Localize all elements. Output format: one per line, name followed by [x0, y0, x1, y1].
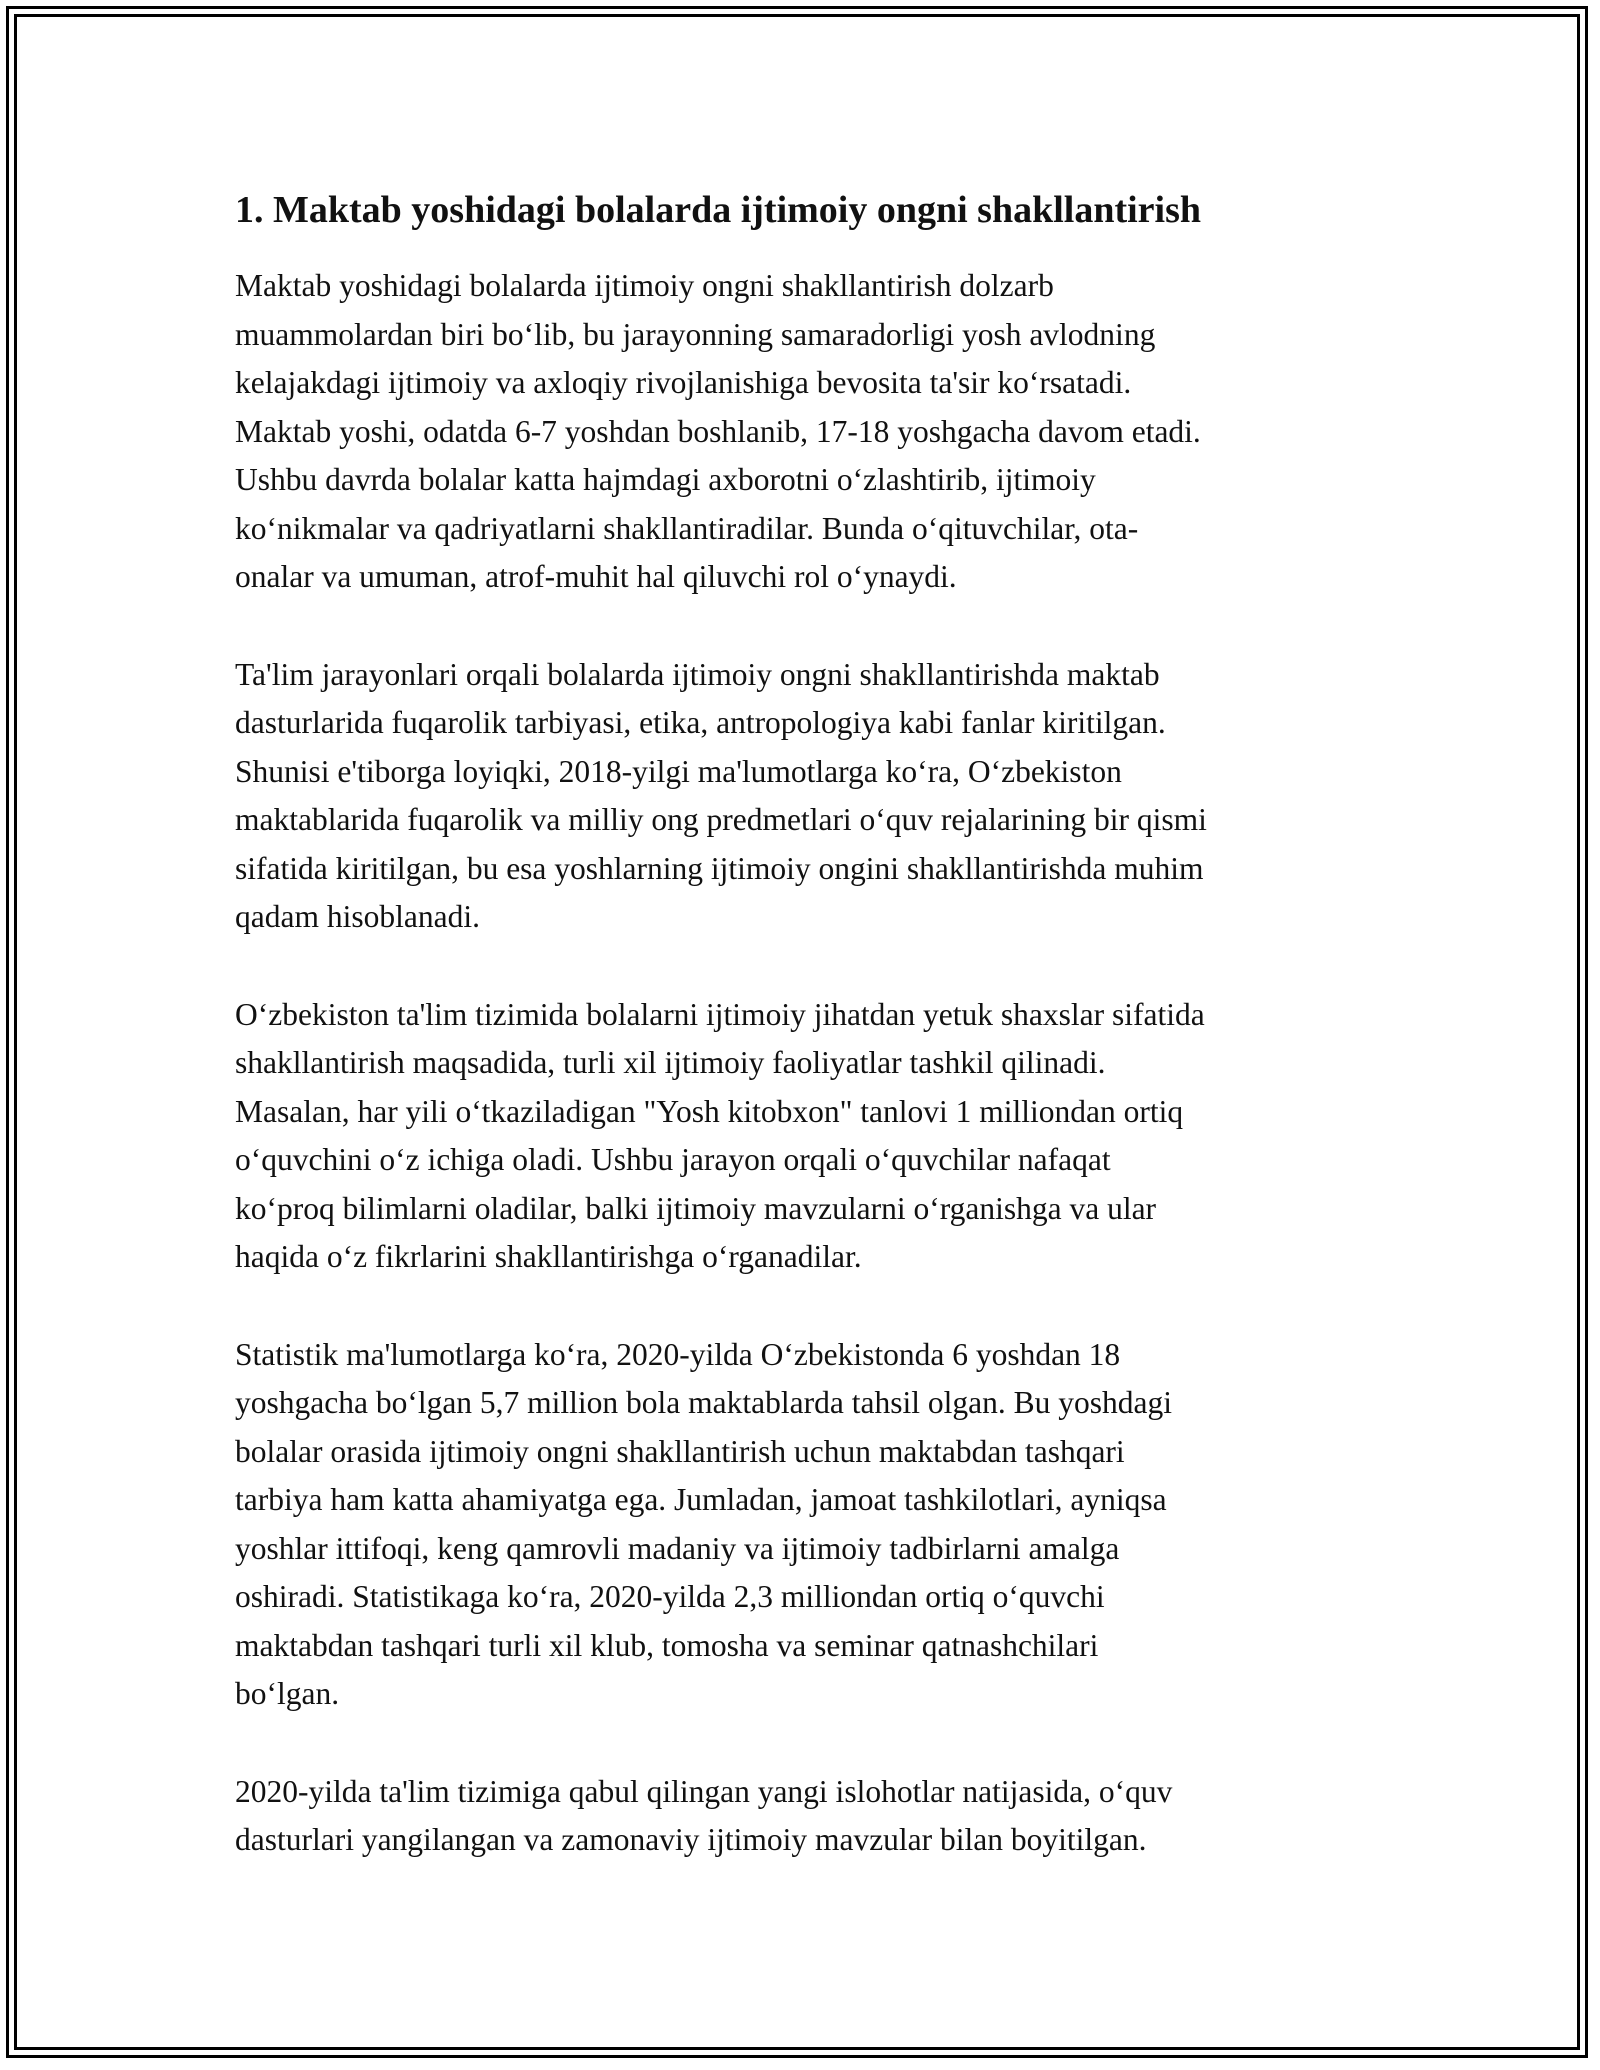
paragraph-line: Ushbu davrda bolalar katta hajmdagi axborotni o‘zlashtirib, ijtimoiy [235, 462, 1096, 497]
paragraph-line: ko‘proq bilimlarni oladilar, balki ijtimoiy mavzularni o‘rganishga va ular [235, 1190, 1157, 1226]
paragraph-line: yoshlar ittifoqi, keng qamrovli madaniy va ijtimoiy tadbirlarni amalga [235, 1530, 1120, 1566]
paragraph-line: shakllantirish maqsadida, turli xil ijtimoiy faoliyatlar tashkil qilinadi. [235, 1045, 1106, 1080]
paragraph-line: yoshgacha bo‘lgan 5,7 million bola maktablarda tahsil olgan. Bu yoshdagi [235, 1385, 1172, 1420]
document-body [235, 186, 1375, 1914]
paragraph-line: Maktab yoshi, odatda 6-7 yoshdan boshlanib, 17-18 yoshgacha davom etadi. [235, 413, 1201, 449]
paragraph-line: muammolardan biri bo‘lib, bu jarayonning samaradorligi yosh avlodning [235, 316, 1156, 352]
paragraph-line: bo‘lgan. [235, 1676, 340, 1711]
paragraph-4 [235, 1331, 1375, 1719]
paragraph-line: bolalar orasida ijtimoiy ongni shakllantirish uchun maktabdan tashqari [235, 1433, 1125, 1469]
paragraph-5 [235, 1768, 1375, 1865]
paragraph-1 [235, 262, 1375, 602]
paragraph-line: qadam hisoblanadi. [235, 899, 480, 934]
paragraph-line: oshiradi. Statistikaga ko‘ra, 2020-yilda 2,3 milliondan ortiq o‘quvchi [235, 1579, 1105, 1614]
paragraph-line: sifatida kiritilgan, bu esa yoshlarning ijtimoiy ongini shakllantirishda muhim [235, 850, 1204, 886]
paragraph-line: Masalan, har yili o‘tkaziladigan "Yosh kitobxon" tanlovi 1 milliondan ortiq [235, 1093, 1184, 1129]
paragraph-line: o‘quvchini o‘z ichiga oladi. Ushbu jarayon orqali o‘quvchilar nafaqat [235, 1142, 1111, 1177]
paragraph-line: Statistik ma'lumotlarga ko‘ra, 2020-yilda O‘zbekistonda 6 yoshdan 18 [235, 1336, 1121, 1372]
paragraph-line: onalar va umuman, atrof-muhit hal qiluvchi rol o‘ynaydi. [235, 559, 957, 594]
paragraph-line: Shunisi e'tiborga loyiqki, 2018-yilgi ma'lumotlarga ko‘ra, O‘zbekiston [235, 753, 1122, 789]
paragraph-3 [235, 991, 1375, 1282]
paragraph-line: maktabdan tashqari turli xil klub, tomosha va seminar qatnashchilari [235, 1627, 1099, 1663]
paragraph-line: Ta'lim jarayonlari orqali bolalarda ijtimoiy ongni shakllantirishda maktab [235, 656, 1160, 692]
paragraph-line: kelajakdagi ijtimoiy va axloqiy rivojlanishiga bevosita ta'sir ko‘rsatadi. [235, 365, 1132, 400]
paragraph-line: tarbiya ham katta ahamiyatga ega. Jumladan, jamoat tashkilotlari, ayniqsa [235, 1482, 1167, 1517]
paragraph-line: dasturlarida fuqarolik tarbiyasi, etika, antropologiya kabi fanlar kiritilgan. [235, 705, 1166, 740]
paragraph-line: O‘zbekiston ta'lim tizimida bolalarni ijtimoiy jihatdan yetuk shaxslar sifatida [235, 996, 1205, 1032]
paragraph-line: haqida o‘z fikrlarini shakllantirishga o‘rganadilar. [235, 1239, 862, 1274]
paragraph-2 [235, 651, 1375, 942]
paragraph-line: dasturlari yangilangan va zamonaviy ijtimoiy mavzular bilan boyitilgan. [235, 1822, 1147, 1857]
paragraph-line: maktablarida fuqarolik va milliy ong predmetlari o‘quv rejalarining bir qismi [235, 802, 1207, 837]
paragraph-line: 2020-yilda ta'lim tizimiga qabul qilingan yangi islohotlar natijasida, o‘quv [235, 1773, 1173, 1809]
paragraph-line: Maktab yoshidagi bolalarda ijtimoiy ongni shakllantirish dolzarb [235, 268, 1054, 303]
section-heading: 1. Maktab yoshidagi bolalarda ijtimoiy ongni shakllantirish [235, 189, 1202, 231]
paragraph-line: ko‘nikmalar va qadriyatlarni shakllantiradilar. Bunda o‘qituvchilar, ota- [235, 510, 1139, 546]
